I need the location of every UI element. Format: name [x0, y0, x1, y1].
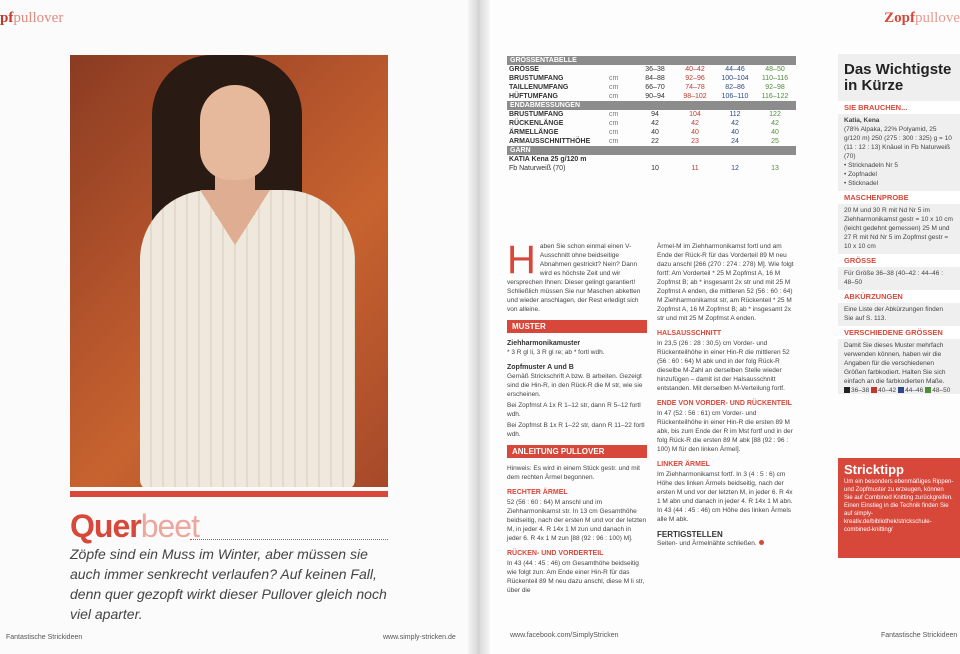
- zopfmuster-a-text: Bei Zopfmst A 1x R 1–12 str, dann R 5–12 fortl wdh.: [507, 402, 641, 418]
- footer-right: Fantastische Strickideen: [881, 632, 958, 639]
- table-cell: 82–86: [725, 84, 745, 91]
- footer-left: Fantastische Strickideen: [6, 634, 83, 641]
- photo-accent-bar: [70, 491, 388, 497]
- halsausschnitt-title: HALSAUSSCHNITT: [657, 330, 722, 337]
- right-page-header: [884, 10, 960, 27]
- table-cell: 92–96: [685, 75, 705, 82]
- sidebar-abk-text: Eine Liste der Abkürzungen finden Sie auf S. 113.: [844, 306, 944, 322]
- yarn-color: Fb Naturweiß (70): [509, 165, 566, 172]
- linker-aermel-text: Im Ziehharmonikamst fortf. In 3 (4 : 5 : 6) cm Höhe des linken Ärmels beidseitig, nach der ersten M und vor der letzten M, in jeder 6. R 4x 1 M abn und danach in jeder 4. R 14x 1 M abn. In 43 (44 : 45 : 46) cm Höhe des linken Ärmels alle M abk.: [657, 471, 793, 523]
- size-1: 36–38: [645, 66, 665, 73]
- sidebar-item: • Zopfnadel: [844, 171, 877, 178]
- continued-text: Ärmel-M im Ziehharmonikamst fortl und am Ende der Rück-R für das Vorderteil 89 M neu dazu anschl [266 (270 : 274 : 278) M]. Wie folgt fortf: Am Vorderteil * 25 M Zopfmst A, 16 M Zopfmst B; ab * insgesamt 2x str und mit 25 M Zopfmst A enden, die mittleren 52 (56 : 60 : 64) M Ziehharmonikamst str, am Rückenteil * 25 M Zopfmst A, 16 M Zopfmst B; ab * insgesamt 2x str und mit 25 M Zopfmst A enden.: [657, 243, 794, 322]
- table-unit: cm: [609, 75, 619, 82]
- sidebar-title: Das Wichtigste in Kürze: [844, 61, 952, 94]
- table-unit: cm: [609, 93, 619, 100]
- halsausschnitt-text: In 23,5 (26 : 28 : 30,5) cm Vorder- und Rückenteilhöhe in einer Hin-R die mittleren 52 (56 : 60 : 64) M abk und in der folg Rück-R dieselbe M-Zahl an derselben Stelle wieder hinzufügen – damit ist der Halsausschnitt entstanden. Mit derselben M-Verteilung fortf.: [657, 340, 790, 392]
- end-mark-icon: [759, 540, 764, 545]
- table-cell: 66–70: [645, 84, 665, 91]
- sidebar-item: • Sticknadel: [844, 180, 879, 187]
- size-color-legend: [838, 386, 960, 395]
- size-4: 48–50: [765, 66, 785, 73]
- table-body-body-measurements: [507, 74, 796, 101]
- table-cell: 104: [689, 111, 701, 118]
- table-label: BRUSTUMFANG: [509, 75, 564, 82]
- table-row-sizes: [507, 65, 796, 74]
- sidebar-groesse-text: Für Größe 36–38 (40–42 : 44–46 : 48–50: [844, 270, 944, 286]
- table-cell: 92–98: [765, 84, 785, 91]
- table-body-finished: [507, 110, 796, 146]
- footer-right-url[interactable]: www.facebook.com/SimplyStricken: [510, 632, 619, 639]
- size-table: [507, 56, 796, 173]
- ziehharmonika-title: Ziehharmonikamuster: [507, 340, 581, 347]
- fertigstellen-paragraph: [657, 539, 797, 548]
- linker-aermel-title: LINKER ÄRMEL: [657, 461, 710, 468]
- title-rule: [190, 539, 388, 540]
- zopfmuster-b-text: Bei Zopfmst B 1x R 1–22 str, dann R 11–22 fortl wdh.: [507, 422, 645, 438]
- yarn-qty-1: 10: [651, 165, 659, 172]
- info-sidebar: [838, 54, 960, 394]
- table-label: BRUSTUMFANG: [509, 111, 564, 118]
- table-row: [507, 83, 796, 92]
- fertigstellen-title: FERTIGSTELLEN: [657, 530, 723, 539]
- table-unit: cm: [609, 84, 619, 91]
- table-row: [507, 128, 796, 137]
- table-section-finished: ENDABMESSUNGEN: [507, 101, 796, 110]
- sidebar-abk-head: ABKÜRZUNGEN: [838, 290, 960, 303]
- zopfmuster-title: Zopfmuster A und B: [507, 364, 574, 371]
- table-cell: 40: [771, 129, 779, 136]
- table-label: TAILLENUMFANG: [509, 84, 569, 91]
- rechter-aermel-title: RECHTER ÄRMEL: [507, 489, 568, 496]
- table-cell: 74–78: [685, 84, 705, 91]
- stricktipp-box: [838, 458, 960, 558]
- table-unit: cm: [609, 120, 619, 127]
- table-unit-empty: [609, 65, 635, 74]
- drop-cap: H: [507, 238, 536, 282]
- yarn-name: KATIA Kena 25 g/120 m: [509, 156, 587, 163]
- table-row: [507, 110, 796, 119]
- table-cell: 40: [731, 129, 739, 136]
- sidebar-item: • Stricknadeln Nr 5: [844, 162, 898, 169]
- header-left-bold: pf: [0, 10, 14, 26]
- header-right-bold: Zopf: [884, 10, 915, 26]
- table-label: GRÖSSE: [509, 66, 539, 73]
- legend-swatch-icon: [844, 387, 850, 393]
- table-cell: 94: [651, 111, 659, 118]
- table-cell: 112: [729, 111, 741, 118]
- sidebar-versch-text: Damit Sie dieses Muster mehrfach verwenden können, haben wir die Angaben für die verschiedenen Größen farbkodiert. Halten Sie sich einfach an die farbkodierten Maße.: [844, 342, 946, 385]
- sidebar-maschen-head: MASCHENPROBE: [838, 191, 960, 204]
- legend-swatch-icon: [871, 387, 877, 393]
- table-label: ÄRMELLÄNGE: [509, 129, 559, 136]
- table-row-yarn-2: [507, 164, 796, 173]
- legend-label: 36–38: [851, 387, 870, 394]
- table-section-yarn: GARN: [507, 146, 796, 155]
- photo-vneck: [200, 190, 270, 245]
- sidebar-maschen-text: 20 M und 30 R mit Nd Nr 5 im Ziehharmonikamst gestr = 10 x 10 cm (leicht gedehnt gemessen) 25 M und 27 R mit Nd Nr 5 im Zopfmst gestr = 10 x 10 cm: [844, 207, 953, 250]
- table-cell: 100–104: [721, 75, 749, 82]
- legend-label: 44–46: [905, 387, 924, 394]
- article-title: [70, 508, 199, 545]
- yarn-qty-4: 13: [771, 165, 779, 172]
- footer-left-url[interactable]: www.simply-stricken.de: [383, 634, 456, 641]
- table-cell: 40: [651, 129, 659, 136]
- legend-label: 40–42: [878, 387, 897, 394]
- table-cell: 23: [691, 138, 699, 145]
- book-gutter: [468, 0, 490, 654]
- table-row: [507, 74, 796, 83]
- table-cell: 116–122: [761, 93, 789, 100]
- table-row: [507, 119, 796, 128]
- fertigstellen-text: Seiten- und Ärmelnähte schließen.: [657, 540, 757, 547]
- intro-paragraph: [507, 238, 647, 314]
- ende-text: In 47 (52 : 56 : 61) cm Vorder- und Rückenteilhöhe in einer Hin-R die ersten 89 M abk, bis zum Ende der R im Mst fortf und in der folg Rück-R die ersten 89 M abk [88 (92 : 96 : 100) M für den linken Ärmel].: [657, 410, 793, 453]
- table-cell: 42: [691, 120, 699, 127]
- hinweis-text: Hinweis: Es wird in einem Stück gestr. und mit dem rechten Ärmel begonnen.: [507, 465, 640, 481]
- title-light: beet: [140, 508, 199, 544]
- legend-swatch-icon: [925, 387, 931, 393]
- ruecken-vorderteil-text: In 43 (44 : 45 : 46) cm Gesamthöhe beidseitig wie folgt zun: Am Ende einer Hin-R für das Rückenteil 89 M neu dazu anschl, diese M li str, über die: [507, 560, 645, 594]
- yarn-qty-3: 12: [731, 165, 739, 172]
- header-right-light: pullove: [915, 10, 960, 26]
- stricktipp-text: Um ein besonders ebenmäßiges Rippen- und Zopfmuster zu erzeugen, können Sie auf Combined Knitting zurückgreifen. Einen Einstieg in die Technik finden Sie auf simply-kreativ.de/bibliothek/strickschule-combined-knitting/: [844, 479, 954, 533]
- size-2: 40–42: [685, 66, 705, 73]
- photo-face: [200, 85, 270, 180]
- rechter-aermel-text: 52 (56 : 60 : 64) M anschl und im Ziehharmonikamst str. In 13 cm Gesamthöhe beidseitig, nach der ersten M und vor der letzten M, in jeder 4. R 14x 1 M zun und danach in jeder 6. R 4x 1 M zun [88 (92 : 96 : 100) M].: [507, 499, 647, 542]
- sidebar-versch-head: VERSCHIEDENE GRÖSSEN: [838, 326, 960, 339]
- table-cell: 90–94: [645, 93, 665, 100]
- title-bold: Quer: [70, 508, 141, 544]
- stricktipp-title: Stricktipp: [844, 462, 904, 477]
- sidebar-brand: Katia, Kena: [844, 117, 880, 124]
- table-section-sizes: GRÖSSENTABELLE: [507, 56, 796, 65]
- table-cell: 42: [771, 120, 779, 127]
- left-page-header: [0, 10, 63, 27]
- table-cell: 22: [651, 138, 659, 145]
- teaser-text: Zöpfe sind ein Muss im Winter, aber müssen sie auch immer senkrecht verlaufen? Auf keinen Fall, denn quer gezopft wirkt dieser Pullover gleich noch viel aparter.: [70, 546, 387, 622]
- table-unit: cm: [609, 111, 619, 118]
- table-cell: 42: [731, 120, 739, 127]
- table-label: HÜFTUMFANG: [509, 93, 558, 100]
- table-row: [507, 92, 796, 101]
- legend-swatch-icon: [898, 387, 904, 393]
- table-row: [507, 137, 796, 146]
- table-unit: cm: [609, 138, 619, 145]
- intro-text: aben Sie schon einmal einen V-Ausschnitt ohne beidseitige Abnahmen gestrickt? Nein? Dann wird es höchste Zeit und wir versprechen Ihnen: Dieser gelingt garantiert! Schließlich müssen Sie nur Maschen abketten und wieder anschlagen, der Rest erledigt sich von alleine.: [507, 243, 641, 313]
- table-cell: 106–110: [721, 93, 749, 100]
- zopfmuster-text: Gemäß Strickschrift A bzw. B arbeiten. Gezeigt sind die Hin-R, in den Rück-R die M str, wie sie erscheinen.: [507, 373, 643, 398]
- instructions-column-2: [657, 242, 797, 550]
- table-cell: 25: [771, 138, 779, 145]
- ziehharmonika-text: * 3 R gl li, 3 R gl re; ab * fortl wdh.: [507, 349, 605, 356]
- table-cell: 98–102: [683, 93, 707, 100]
- yarn-qty-2: 11: [691, 165, 699, 172]
- left-page: [0, 0, 478, 654]
- legend-label: 48–50: [932, 387, 951, 394]
- section-muster: MUSTER: [507, 320, 647, 333]
- table-cell: 110–116: [761, 75, 789, 82]
- sidebar-brauchen-text: (78% Alpaka, 22% Polyamid, 25 g/120 m) 250 (275 : 300 : 325) g = 10 (11 : 12 : 13) Knäuel in Fb Naturweiß (70): [844, 126, 952, 160]
- ruecken-vorderteil-title: RÜCKEN- UND VORDERTEIL: [507, 550, 604, 557]
- table-cell: 42: [651, 120, 659, 127]
- table-unit: cm: [609, 129, 619, 136]
- table-cell: 24: [731, 138, 739, 145]
- ende-title: ENDE VON VORDER- UND RÜCKENTEIL: [657, 400, 792, 407]
- sidebar-groesse-head: GRÖSSE: [838, 254, 960, 267]
- sidebar-brauchen-head: SIE BRAUCHEN...: [838, 101, 960, 114]
- table-cell: 122: [769, 111, 781, 118]
- table-label: ARMAUSSCHNITTHÖHE: [509, 138, 591, 145]
- section-anleitung: ANLEITUNG PULLOVER: [507, 445, 647, 458]
- table-label: RÜCKENLÄNGE: [509, 120, 564, 127]
- table-row-yarn-1: [507, 155, 796, 164]
- size-3: 44–46: [725, 66, 745, 73]
- table-cell: 40: [691, 129, 699, 136]
- model-photo: [70, 55, 388, 487]
- table-cell: 84–88: [645, 75, 665, 82]
- header-left-light: pullover: [13, 10, 64, 26]
- instructions-column-1: [507, 238, 647, 597]
